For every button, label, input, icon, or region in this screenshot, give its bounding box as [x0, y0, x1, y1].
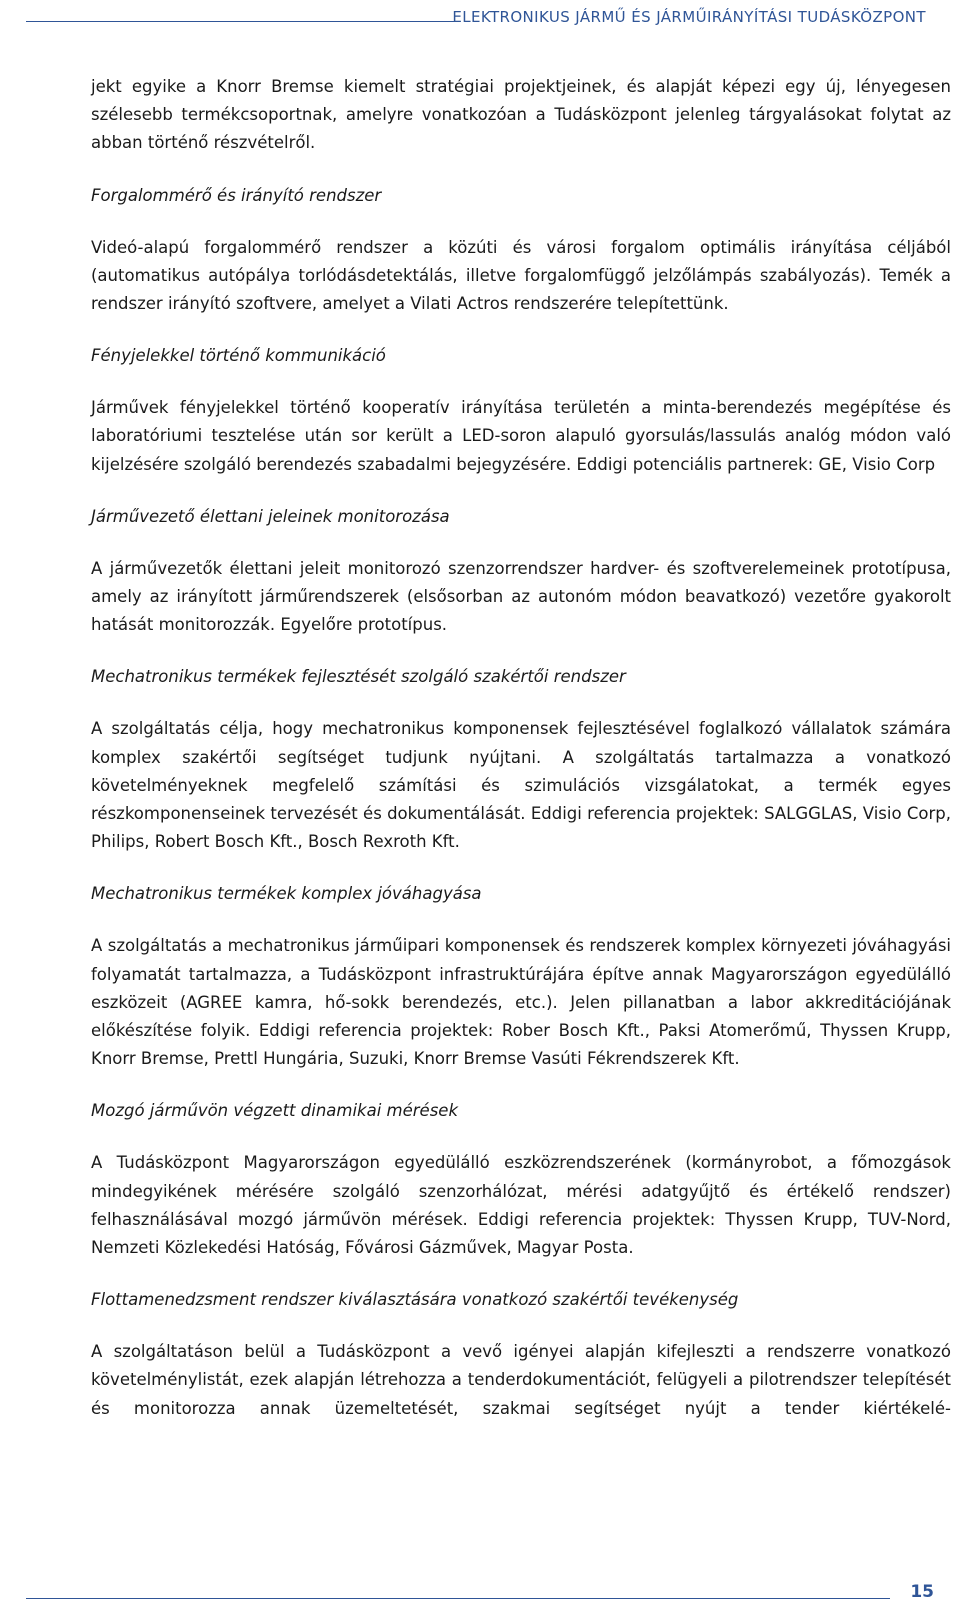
- section-heading: Fényjelekkel történő kommunikáció: [91, 346, 386, 366]
- page-number: 15: [910, 1582, 934, 1602]
- footer-rule: [26, 1598, 890, 1599]
- section-heading: Forgalommérő és irányító rendszer: [91, 185, 382, 205]
- header-title: ELEKTRONIKUS JÁRMŰ ÉS JÁRMŰIRÁNYÍTÁSI TUDÁSKÖZPONT: [452, 8, 926, 26]
- section-paragraph: Járművek fényjelekkel történő kooperatív irányítása területén a minta-berendezés megépítése és laboratóriumi tesztelése után sor került a LED-soron alapuló gyorsulás/lassulás analóg módon való kijelzésére szolgáló berendezés szabadalmi bejegyzésére. Eddigi potenciális partnerek: GE, Visio Corp: [91, 398, 951, 474]
- header-rule: [26, 21, 456, 22]
- section-heading: Flottamenedzsment rendszer kiválasztására vonatkozó szakértői tevékenység: [91, 1290, 739, 1310]
- section-paragraph: A járművezetők élettani jeleit monitorozó szenzorrendszer hardver- és szoftverelemeinek prototípusa, amely az irányított járműrendszerek (elsősorban az autonóm módon beavatkozó) vezetőre gyakorolt hatását monitorozzák. Egyelőre prototípus.: [91, 558, 951, 635]
- page-header: [0, 6, 960, 32]
- page-footer: [0, 1582, 960, 1606]
- document-body: [91, 73, 951, 1423]
- section-heading: Mozgó járművön végzett dinamikai mérések: [91, 1101, 459, 1121]
- section-paragraph: A Tudásközpont Magyarországon egyedülálló eszközrendszerének (kormányrobot, a főmozgások mindegyikének mérésére szolgáló szenzorhálózat, mérési adatgyűjtő és értékelő rendszer) felhasználásával mozgó járművön mérések. Eddigi referencia projektek: Thyssen Krupp, TUV-Nord, Nemzeti Közlekedési Hatóság, Fővárosi Gázművek, Magyar Posta.: [91, 1153, 951, 1258]
- section-paragraph: A szolgáltatás a mechatronikus járműipari komponensek és rendszerek komplex környezeti jóváhagyási folyamatát tartalmazza, a Tudásközpont infrastruktúrájára építve annak Magyarországon egyedülálló eszközeit (AGREE kamra, hő-sokk berendezés, etc.). Jelen pillanatban a labor akkreditációjának előkészítése folyik. Eddigi referencia projektek: Rober Bosch Kft., Paksi Atomerőmű, Thyssen Krupp, Knorr Bremse, Prettl Hungária, Suzuki, Knorr Bremse Vasúti Fékrendszerek Kft.: [91, 936, 951, 1069]
- section-heading: Járművezető élettani jeleinek monitorozása: [91, 506, 450, 526]
- intro-paragraph: jekt egyike a Knorr Bremse kiemelt stratégiai projektjeinek, és alapját képezi egy új, lényegesen szélesebb termékcsoportnak, amelyre vonatkozóan a Tudásközpont jelenleg tárgyalásokat folytat az abban történő részvételről.: [91, 77, 951, 153]
- section-paragraph: A szolgáltatáson belül a Tudásközpont a vevő igényei alapján kifejleszti a rendszerre vonatkozó követelménylistát, ezek alapján létrehozza a tenderdokumentációt, felügyeli a pilotrendszer telepítését és monitorozza annak üzemeltetését, szakmai segítséget nyújt a tender kiértékelé-: [91, 1342, 951, 1418]
- section-heading: Mechatronikus termékek fejlesztését szolgáló szakértői rendszer: [91, 667, 626, 687]
- section-paragraph: Videó-alapú forgalommérő rendszer a közúti és városi forgalom optimális irányítása céljából (automatikus autópálya torlódásdetektálás, illetve forgalomfüggő jelzőlámpás szabályozás). Temék a rendszer irányító szoftvere, amelyet a Vilati Actros rendszerére telepítettünk.: [91, 237, 951, 314]
- section-paragraph: A szolgáltatás célja, hogy mechatronikus komponensek fejlesztésével foglalkozó vállalatok számára komplex szakértői segítséget tudjunk nyújtani. A szolgáltatás tartalmazza a vonatkozó követelményeknek megfelelő számítási és szimulációs vizsgálatokat, a termék egyes részkomponenseinek tervezését és dokumentálását. Eddigi referencia projektek: SALGGLAS, Visio Corp, Philips, Robert Bosch Kft., Bosch Rexroth Kft.: [91, 719, 951, 852]
- section-heading: Mechatronikus termékek komplex jóváhagyása: [91, 884, 482, 904]
